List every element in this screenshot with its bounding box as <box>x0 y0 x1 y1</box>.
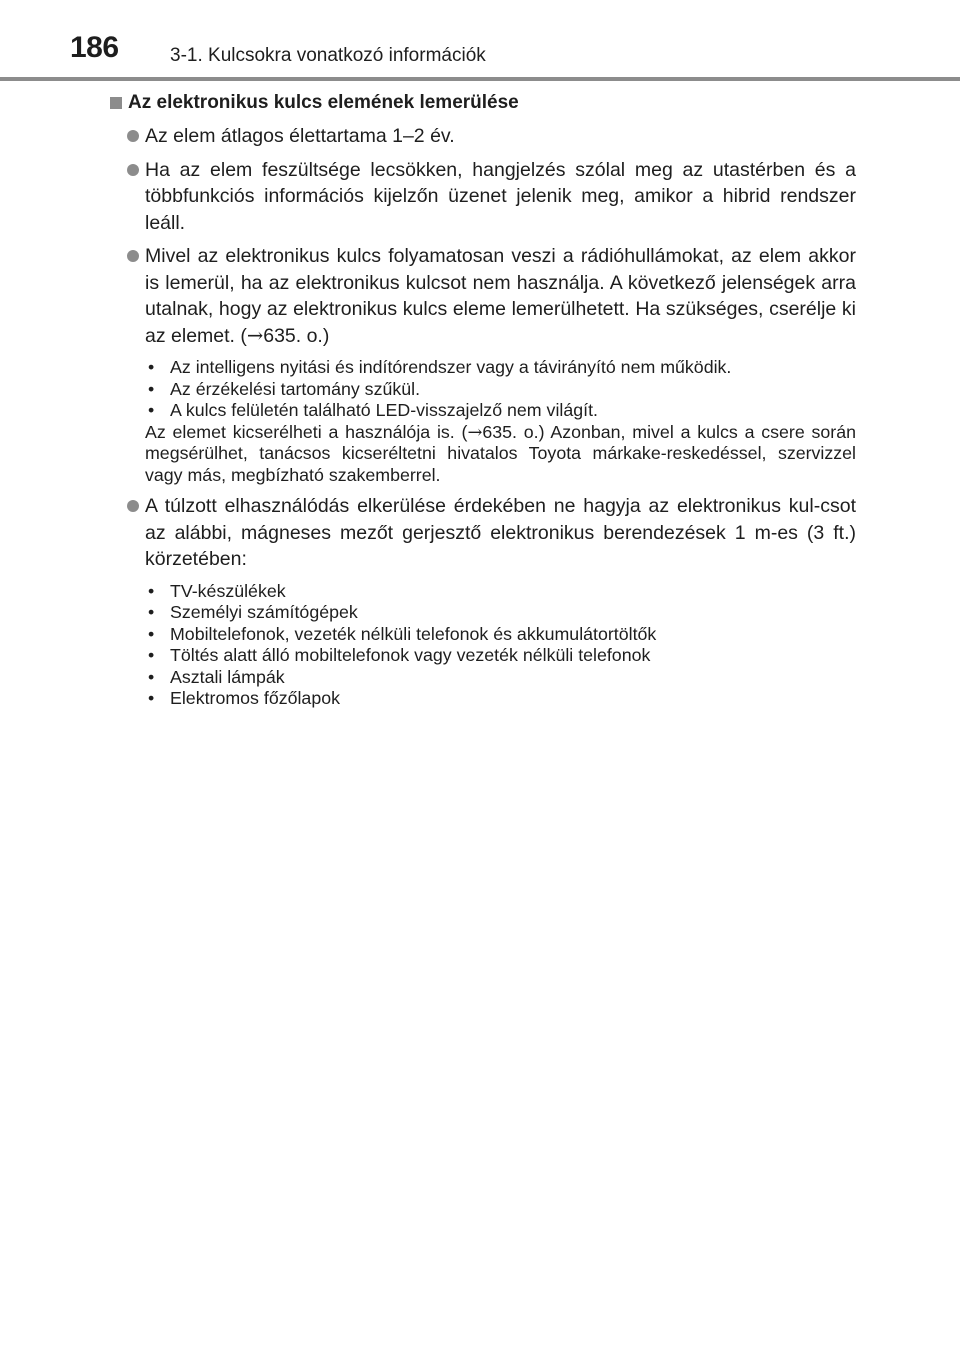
bullet-icon: • <box>148 400 155 420</box>
list-item <box>108 243 856 349</box>
circle-bullet-icon <box>127 164 139 176</box>
sub-list-item: • TV-készülékek <box>148 580 286 601</box>
note-text: Az elemet kicserélheti a használója is. (→635. o.) Azonban, mivel a kulcs a csere során megsérülhet, tanácsos kicseréltetni hivatalos Toyota márkake-reskedéssel, szervizzel vagy más, megbízható szakemberrel. <box>145 421 857 485</box>
list-item <box>108 123 856 150</box>
arrow-right-icon: → <box>467 421 483 443</box>
sub-list <box>145 581 856 710</box>
list-item-text: Az elem átlagos élettartama 1–2 év. <box>145 125 455 147</box>
list-item-text: Ha az elem feszültsége lecsökken, hangjelzés szólal meg az utastérben és a többfunkciós információs kijelzőn üzenet jelenik meg, amikor a hibrid rendszer leáll. <box>145 158 856 234</box>
circle-bullet-icon <box>127 500 139 512</box>
bullet-icon: • <box>148 378 155 399</box>
bullet-icon: • <box>148 357 155 377</box>
page-reference: 635. o.) <box>263 324 330 347</box>
sub-list-item: • Az intelligens nyitási és indítórendszer vagy a távirányító nem működik. <box>148 357 732 377</box>
page-content <box>108 90 856 710</box>
sub-list-item: • Az érzékelési tartomány szűkül. <box>148 378 421 399</box>
page-number: 186 <box>70 31 119 64</box>
sub-list-item: • Asztali lámpák <box>148 666 285 687</box>
section-title-text: Az elektronikus kulcs elemének lemerülése <box>128 92 519 113</box>
sub-list-item: • Elektromos főzőlapok <box>148 688 340 708</box>
circle-bullet-icon <box>127 250 139 262</box>
chapter-title: 3-1. Kulcsokra vonatkozó információk <box>170 45 486 66</box>
bullet-icon: • <box>148 602 155 622</box>
header-divider <box>0 77 960 81</box>
bullet-icon: • <box>148 645 155 665</box>
sub-list <box>145 357 856 486</box>
list-item-text: Mivel az elektronikus kulcs folyamatosan veszi a rádióhullámokat, az elem akkor is lemerül, ha az elektronikus kulcsot nem használja. A következő jelenségek arra utalnak, hogy az elektronikus kulcs eleme lemerülhetett. Ha szükséges, cserélje ki az elemet. ( <box>145 245 856 347</box>
square-icon <box>110 97 122 109</box>
bullet-icon: • <box>148 623 155 644</box>
sub-list-item: • Töltés alatt álló mobiltelefonok vagy vezeték nélküli telefonok <box>148 645 651 665</box>
page-header <box>0 0 960 80</box>
section-heading <box>108 90 856 116</box>
sub-list-item: • Mobiltelefonok, vezeték nélküli telefonok és akkumulátortöltők <box>148 623 657 644</box>
circle-bullet-icon <box>127 130 139 142</box>
list-item <box>108 493 856 573</box>
list-item-text: A túlzott elhasználódás elkerülése érdekében ne hagyja az elektronikus kul-csot az alábbi, mágneses mezőt gerjesztő elektronikus berendezések 1 m-es (3 ft.) körzetében: <box>145 495 856 570</box>
list-item <box>108 157 856 237</box>
sub-list-item: • Személyi számítógépek <box>148 602 358 622</box>
sub-list-item: • A kulcs felületén található LED-visszajelző nem világít. <box>148 400 598 420</box>
bullet-icon: • <box>148 580 155 601</box>
bullet-icon: • <box>148 666 155 687</box>
arrow-right-icon: → <box>246 323 264 347</box>
bullet-icon: • <box>148 688 155 708</box>
